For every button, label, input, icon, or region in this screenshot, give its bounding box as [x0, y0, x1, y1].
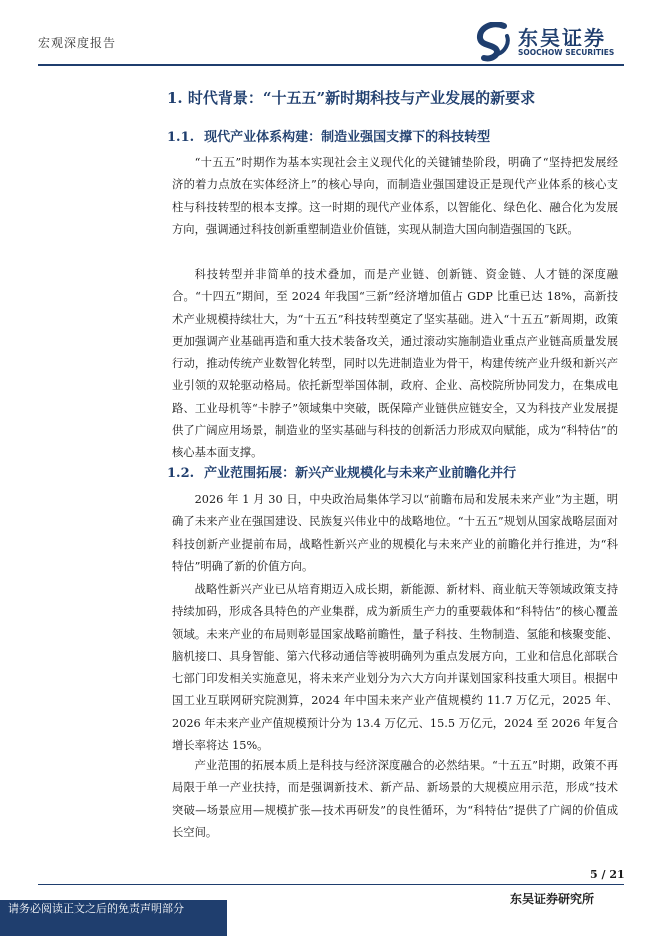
soochow-logo-icon	[474, 22, 514, 62]
subsection-title: 现代产业体系构建：制造业强国支撑下的科技转型	[204, 130, 491, 145]
subsection-title: 产业范围拓展：新兴产业规模化与未来产业前瞻化并行	[204, 466, 517, 481]
paragraph: 产业范围的拓展本质上是科技与经济深度融合的必然结果。“十五五”时期，政策不再局限于单一产业扶持，而是强调新技术、新产品、新场景的大规模应用示范，形成“技术突破—场景应用—规模扩张—技术再研发”的良性循环，为“科特估”提供了广阔的价值成长空间。	[172, 759, 618, 839]
logo-english-name: SOOCHOW SECURITIES	[518, 48, 615, 57]
subsection-number: 1.2.	[167, 466, 195, 481]
header-divider	[38, 64, 624, 66]
footer-organization: 东吴证券研究所	[510, 892, 595, 906]
company-logo	[474, 22, 624, 62]
report-type-label: 宏观深度报告	[38, 36, 117, 50]
paragraph: 2026 年 1 月 30 日，中央政治局集体学习以“前瞻布局和发展未来产业”为主题，明确了未来产业在强国建设、民族复兴伟业中的战略地位。“十五五”规划从国家战略层面对科技创新产业提前布局，战略性新兴产业的规模化与未来产业的前瞻化并行推进，为“科特估”明确了新的价值方向。	[172, 493, 618, 573]
page-number: 5 / 21	[590, 868, 625, 881]
paragraph: “十五五”时期作为基本实现社会主义现代化的关键铺垫阶段，明确了“坚持把发展经济的着力点放在实体经济上”的核心导向，而制造业强国建设正是现代产业体系的核心支柱与科技转型的根本支撑。这一时期的现代产业体系，以智能化、绿色化、融合化为发展方向，强调通过科技创新重塑制造业价值链，实现从制造大国向制造强国的飞跃。	[172, 156, 618, 236]
subsection-number: 1.1.	[167, 130, 195, 145]
footer-divider	[38, 884, 624, 885]
logo-chinese-name: 东吴证券	[518, 26, 606, 50]
paragraph: 科技转型并非简单的技术叠加，而是产业链、创新链、资金链、人才链的深度融合。“十四五”期间，至 2024 年我国“三新”经济增加值占 GDP 比重已达 18%，高新技术产业规模持续壮大，为“十五五”科技转型奠定了坚实基础。进入“十五五”新周期，政策更加强调产业基础再造和重大技术装备攻关，通过滚动实施制造业重点产业链高质量发展行动，推动传统产业数智化转型，同时以先进制造业为骨干，构建传统产业升级和新兴产业引领的双轮驱动格局。依托新型举国体制，政府、企业、高校院所协同发力，在集成电路、工业母机等“卡脖子”领域集中突破，既保障产业链供应链安全，又为科技产业发展提供了广阔应用场景，制造业的坚实基础与科技的创新活力形成双向赋能，成为“科特估”的核心基本面支撑。	[172, 268, 618, 460]
subsection-heading-2	[167, 462, 516, 481]
paragraph: 战略性新兴产业已从培育期迈入成长期，新能源、新材料、商业航天等领域政策支持持续加码，形成各具特色的产业集群，成为新质生产力的重要载体和“科特估”的核心覆盖领域。未来产业的布局则彰显国家战略前瞻性，量子科技、生物制造、氢能和核聚变能、脑机接口、具身智能、第六代移动通信等被明确列为重点发展方向，工业和信息化部联合七部门印发相关实施意见，将未来产业划分为六大方向并谋划国家科技重大项目。根据中国工业互联网研究院测算，2024 年中国未来产业产值规模约 11.7 万亿元，2025 年、2026 年未来产业产值规模预计分为 13.4 万亿元、15.5 万亿元，2024 至 2026 年复合增长率将达 15%。	[172, 583, 618, 753]
section-heading: 1. 时代背景：“十五五”新时期科技与产业发展的新要求	[167, 89, 536, 107]
disclaimer-banner: 请务必阅读正文之后的免责声明部分	[0, 900, 227, 936]
subsection-heading-1	[167, 126, 490, 145]
